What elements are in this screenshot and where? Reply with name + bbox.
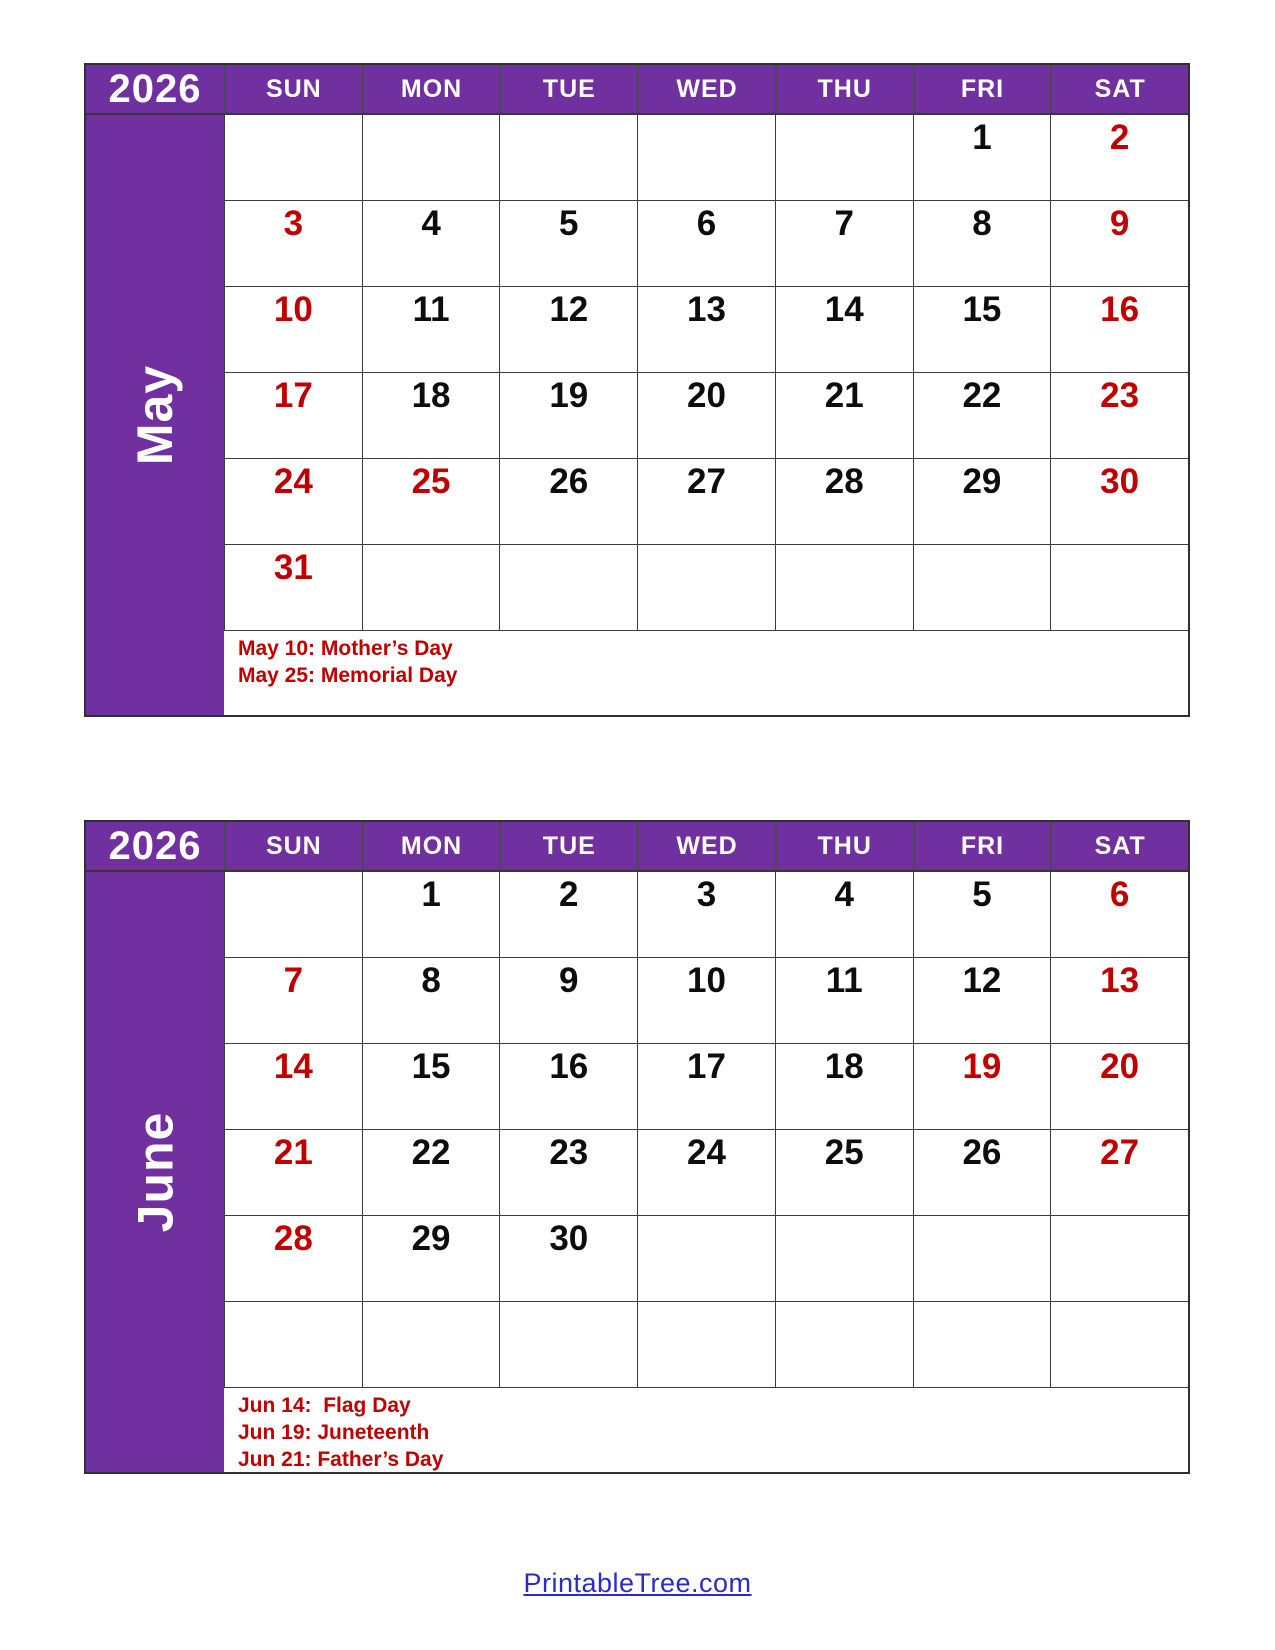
holiday-note: Jun 21: Father’s Day <box>238 1447 444 1471</box>
day-cell-15: 15 <box>913 287 1051 373</box>
day-cell-4: 4 <box>775 872 913 958</box>
may-grid-area <box>224 115 1188 715</box>
weekday-header-fri: FRI <box>913 65 1051 113</box>
weekday-header-thu: THU <box>775 65 913 113</box>
day-cell-empty <box>913 1302 1051 1388</box>
weekday-header-wed: WED <box>637 65 775 113</box>
day-cell-23: 23 <box>1050 373 1188 459</box>
day-cell-14: 14 <box>775 287 913 373</box>
day-cell-empty <box>1050 545 1188 631</box>
day-cell-empty <box>775 1216 913 1302</box>
holiday-note: May 10: Mother’s Day <box>238 637 453 660</box>
page-footer <box>0 1568 1275 1599</box>
day-cell-30: 30 <box>1050 459 1188 545</box>
weekday-header-fri: FRI <box>913 822 1051 870</box>
holiday-note: Jun 19: Juneteenth <box>238 1420 430 1444</box>
day-cell-9: 9 <box>499 958 637 1044</box>
day-cell-29: 29 <box>913 459 1051 545</box>
day-cell-4: 4 <box>362 201 500 287</box>
weekday-header-thu: THU <box>775 822 913 870</box>
day-cell-empty <box>1050 1216 1188 1302</box>
day-cell-11: 11 <box>775 958 913 1044</box>
day-cell-14: 14 <box>224 1044 362 1130</box>
june-month-sidebar <box>86 872 224 1472</box>
day-cell-empty <box>499 545 637 631</box>
day-cell-29: 29 <box>362 1216 500 1302</box>
june-header-row <box>86 822 1188 872</box>
day-cell-28: 28 <box>224 1216 362 1302</box>
month-label-june: June <box>126 1111 183 1233</box>
day-cell-empty <box>637 545 775 631</box>
day-cell-7: 7 <box>224 958 362 1044</box>
day-cell-7: 7 <box>775 201 913 287</box>
day-cell-empty <box>775 1302 913 1388</box>
day-cell-19: 19 <box>499 373 637 459</box>
day-cell-17: 17 <box>637 1044 775 1130</box>
weekday-header-wed: WED <box>637 822 775 870</box>
weekday-header-sun: SUN <box>224 822 362 870</box>
day-cell-12: 12 <box>499 287 637 373</box>
day-cell-1: 1 <box>362 872 500 958</box>
day-cell-25: 25 <box>775 1130 913 1216</box>
day-cell-11: 11 <box>362 287 500 373</box>
day-cell-26: 26 <box>913 1130 1051 1216</box>
day-cell-empty <box>775 545 913 631</box>
day-cell-25: 25 <box>362 459 500 545</box>
calendar-june-2026 <box>84 820 1190 1474</box>
weekday-header-sun: SUN <box>224 65 362 113</box>
day-cell-empty <box>224 872 362 958</box>
day-cell-18: 18 <box>775 1044 913 1130</box>
day-cell-23: 23 <box>499 1130 637 1216</box>
day-cell-empty <box>224 115 362 201</box>
day-cell-17: 17 <box>224 373 362 459</box>
day-cell-18: 18 <box>362 373 500 459</box>
june-days-grid <box>224 872 1188 1388</box>
day-cell-20: 20 <box>637 373 775 459</box>
june-grid-area <box>224 872 1188 1472</box>
day-cell-22: 22 <box>913 373 1051 459</box>
day-cell-15: 15 <box>362 1044 500 1130</box>
may-body <box>86 115 1188 715</box>
day-cell-empty <box>362 545 500 631</box>
day-cell-6: 6 <box>637 201 775 287</box>
day-cell-20: 20 <box>1050 1044 1188 1130</box>
day-cell-24: 24 <box>224 459 362 545</box>
day-cell-13: 13 <box>1050 958 1188 1044</box>
june-body <box>86 872 1188 1472</box>
day-cell-10: 10 <box>637 958 775 1044</box>
year-label: 2026 <box>108 823 202 868</box>
day-cell-10: 10 <box>224 287 362 373</box>
day-cell-empty <box>637 115 775 201</box>
weekday-header-sat: SAT <box>1050 822 1188 870</box>
day-cell-30: 30 <box>499 1216 637 1302</box>
day-cell-8: 8 <box>913 201 1051 287</box>
day-cell-22: 22 <box>362 1130 500 1216</box>
site-link[interactable]: PrintableTree.com <box>523 1568 752 1598</box>
day-cell-empty <box>499 1302 637 1388</box>
day-cell-16: 16 <box>1050 287 1188 373</box>
weekday-header-mon: MON <box>362 65 500 113</box>
day-cell-9: 9 <box>1050 201 1188 287</box>
day-cell-3: 3 <box>224 201 362 287</box>
day-cell-2: 2 <box>499 872 637 958</box>
day-cell-5: 5 <box>499 201 637 287</box>
day-cell-26: 26 <box>499 459 637 545</box>
day-cell-empty <box>913 545 1051 631</box>
day-cell-1: 1 <box>913 115 1051 201</box>
day-cell-empty <box>1050 1302 1188 1388</box>
weekday-header-tue: TUE <box>499 822 637 870</box>
day-cell-empty <box>637 1216 775 1302</box>
day-cell-empty <box>637 1302 775 1388</box>
day-cell-28: 28 <box>775 459 913 545</box>
day-cell-empty <box>224 1302 362 1388</box>
day-cell-16: 16 <box>499 1044 637 1130</box>
holiday-note: May 25: Memorial Day <box>238 663 458 687</box>
day-cell-21: 21 <box>224 1130 362 1216</box>
day-cell-8: 8 <box>362 958 500 1044</box>
may-holiday-notes <box>224 631 1188 715</box>
day-cell-24: 24 <box>637 1130 775 1216</box>
june-holiday-notes <box>224 1388 1188 1472</box>
day-cell-12: 12 <box>913 958 1051 1044</box>
day-cell-2: 2 <box>1050 115 1188 201</box>
weekday-header-mon: MON <box>362 822 500 870</box>
may-days-grid <box>224 115 1188 631</box>
day-cell-6: 6 <box>1050 872 1188 958</box>
holiday-note: Jun 14: Flag Day <box>238 1394 411 1417</box>
day-cell-5: 5 <box>913 872 1051 958</box>
day-cell-27: 27 <box>637 459 775 545</box>
day-cell-27: 27 <box>1050 1130 1188 1216</box>
weekday-header-tue: TUE <box>499 65 637 113</box>
may-header-row <box>86 65 1188 115</box>
month-label-may: May <box>126 364 183 466</box>
day-cell-13: 13 <box>637 287 775 373</box>
year-label: 2026 <box>108 66 202 111</box>
calendar-may-2026 <box>84 63 1190 717</box>
day-cell-31: 31 <box>224 545 362 631</box>
day-cell-empty <box>362 115 500 201</box>
may-month-sidebar <box>86 115 224 715</box>
weekday-header-sat: SAT <box>1050 65 1188 113</box>
day-cell-empty <box>499 115 637 201</box>
day-cell-19: 19 <box>913 1044 1051 1130</box>
day-cell-empty <box>362 1302 500 1388</box>
day-cell-empty <box>913 1216 1051 1302</box>
day-cell-3: 3 <box>637 872 775 958</box>
day-cell-empty <box>775 115 913 201</box>
day-cell-21: 21 <box>775 373 913 459</box>
